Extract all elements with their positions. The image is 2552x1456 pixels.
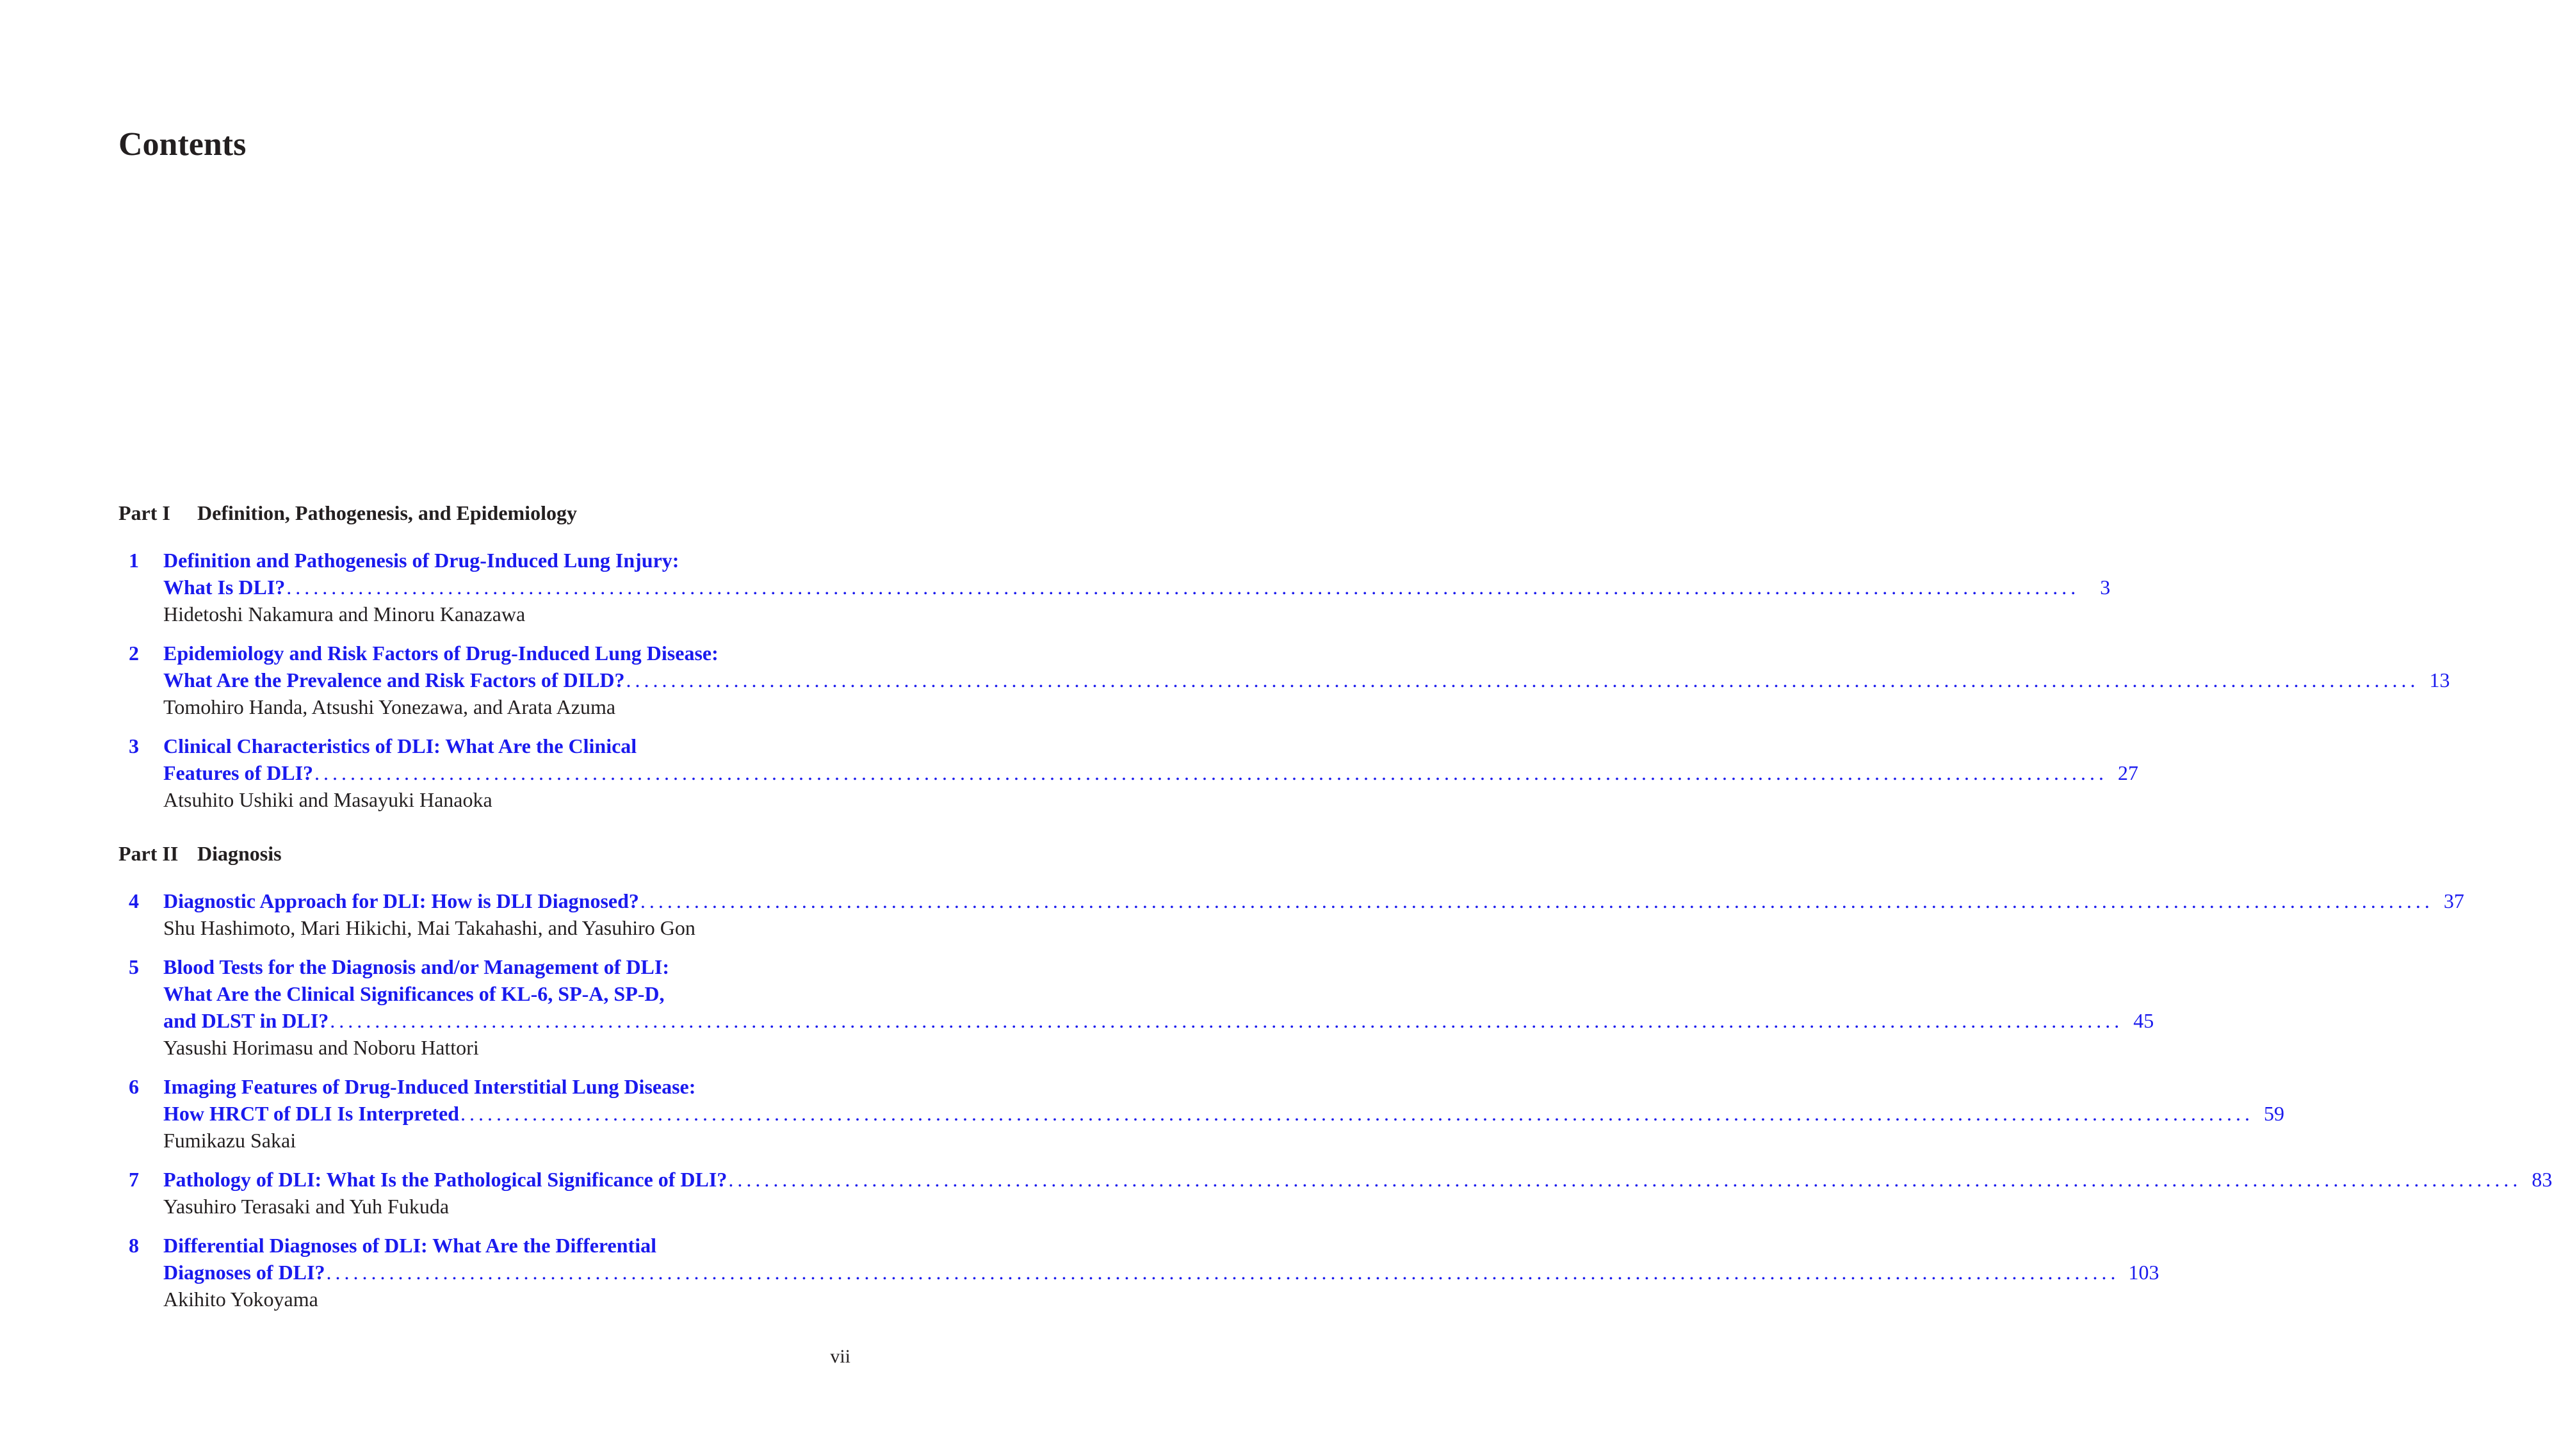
page-title: Contents [118,126,247,163]
part-title: Diagnosis [197,842,282,865]
chapter-title-line[interactable]: What Are the Clinical Significances of KL-6, SP-A, SP-D, [163,982,665,1005]
chapter-title-line: What Is DLI? [163,576,286,599]
page-number-link[interactable]: 37 [2443,889,2464,912]
chapter-title-link[interactable] [163,1007,2154,1034]
chapter-title-line[interactable]: Differential Diagnoses of DLI: What Are the Differential [163,1234,656,1257]
part-heading [118,840,851,867]
chapter-title-line: Pathology of DLI: What Is the Pathological Significance of DLI? [163,1168,727,1191]
part-title: Definition, Pathogenesis, and Epidemiology [197,501,577,524]
page-number-link[interactable]: 103 [2128,1261,2159,1284]
chapter-title-link[interactable] [163,887,2464,914]
dot-leader: ........................................................................................................................................................................................................ [286,576,2080,599]
chapter-number: 4 [129,889,139,912]
chapter-title-link[interactable] [163,1166,2552,1193]
dot-leader: ........................................................................................................................................................................................................ [640,889,2434,912]
page-number-link[interactable]: 3 [2100,576,2111,599]
chapter-authors: Akihito Yokoyama [163,1288,318,1311]
chapter-authors: Yasushi Horimasu and Noboru Hattori [163,1036,479,1059]
chapter-number: 6 [129,1075,139,1098]
toc-entry[interactable] [118,953,2154,1061]
table-of-contents [118,499,2552,1325]
chapter-number: 3 [129,734,139,757]
chapter-number: 7 [129,1168,139,1191]
chapter-number: 8 [129,1234,139,1257]
chapter-number: 1 [129,549,139,572]
chapter-title-line: How HRCT of DLI Is Interpreted [163,1102,459,1125]
chapter-title-line[interactable]: Clinical Characteristics of DLI: What Are the Clinical [163,734,637,757]
chapter-authors: Shu Hashimoto, Mari Hikichi, Mai Takahashi, and Yasuhiro Gon [163,916,695,939]
chapter-title-line: Diagnostic Approach for DLI: How is DLI Diagnosed? [163,889,639,912]
toc-entry[interactable] [118,1073,2284,1154]
chapter-number: 2 [129,642,139,665]
chapter-number: 5 [129,955,139,978]
page-number-link[interactable]: 83 [2532,1168,2552,1191]
page-number: vii [830,1346,850,1367]
part-heading [118,499,851,526]
toc-entry[interactable] [118,547,2111,627]
chapter-title-link[interactable] [163,1259,2159,1286]
chapter-title-line: Diagnoses of DLI? [163,1261,325,1284]
chapter-authors: Yasuhiro Terasaki and Yuh Fukuda [163,1195,450,1218]
page-number-link[interactable]: 45 [2133,1009,2154,1032]
toc-entry[interactable] [118,732,2139,813]
page-number-link[interactable]: 59 [2263,1102,2284,1125]
chapter-title-line[interactable]: Epidemiology and Risk Factors of Drug-Induced Lung Disease: [163,642,719,665]
chapter-authors: Fumikazu Sakai [163,1129,297,1152]
dot-leader: ........................................................................................................................................................................................................ [326,1261,2120,1284]
chapter-title-link[interactable] [163,1100,2284,1127]
chapter-authors: Tomohiro Handa, Atsushi Yonezawa, and Arata Azuma [163,695,616,718]
toc-entry[interactable] [118,640,2450,720]
page-number-link[interactable]: 13 [2429,668,2450,692]
chapter-authors: Hidetoshi Nakamura and Minoru Kanazawa [163,603,526,626]
dot-leader: ........................................................................................................................................................................................................ [728,1168,2522,1191]
toc-entry[interactable] [118,1232,2159,1313]
chapter-title-link[interactable] [163,667,2450,693]
toc-entry[interactable] [118,887,2464,941]
part-label: Part I [118,501,170,524]
dot-leader: ........................................................................................................................................................................................................ [460,1102,2254,1125]
chapter-title-line[interactable]: Imaging Features of Drug-Induced Interstitial Lung Disease: [163,1075,696,1098]
chapter-title-link[interactable] [163,574,2111,601]
chapter-authors: Atsuhito Ushiki and Masayuki Hanaoka [163,788,492,811]
dot-leader: ........................................................................................................................................................................................................ [330,1009,2124,1032]
toc-entry[interactable] [118,1166,2552,1220]
chapter-title-line: and DLST in DLI? [163,1009,329,1032]
chapter-title-line: Features of DLI? [163,761,314,784]
page-number-link[interactable]: 27 [2118,761,2139,784]
chapter-title-line[interactable]: Blood Tests for the Diagnosis and/or Management of DLI: [163,955,669,978]
chapter-title-line: What Are the Prevalence and Risk Factors of DILD? [163,668,625,692]
dot-leader: ........................................................................................................................................................................................................ [626,668,2419,692]
chapter-title-line[interactable]: Definition and Pathogenesis of Drug-Induced Lung Injury: [163,549,679,572]
dot-leader: ........................................................................................................................................................................................................ [314,761,2108,784]
part-label: Part II [118,842,179,865]
chapter-title-link[interactable] [163,759,2139,786]
